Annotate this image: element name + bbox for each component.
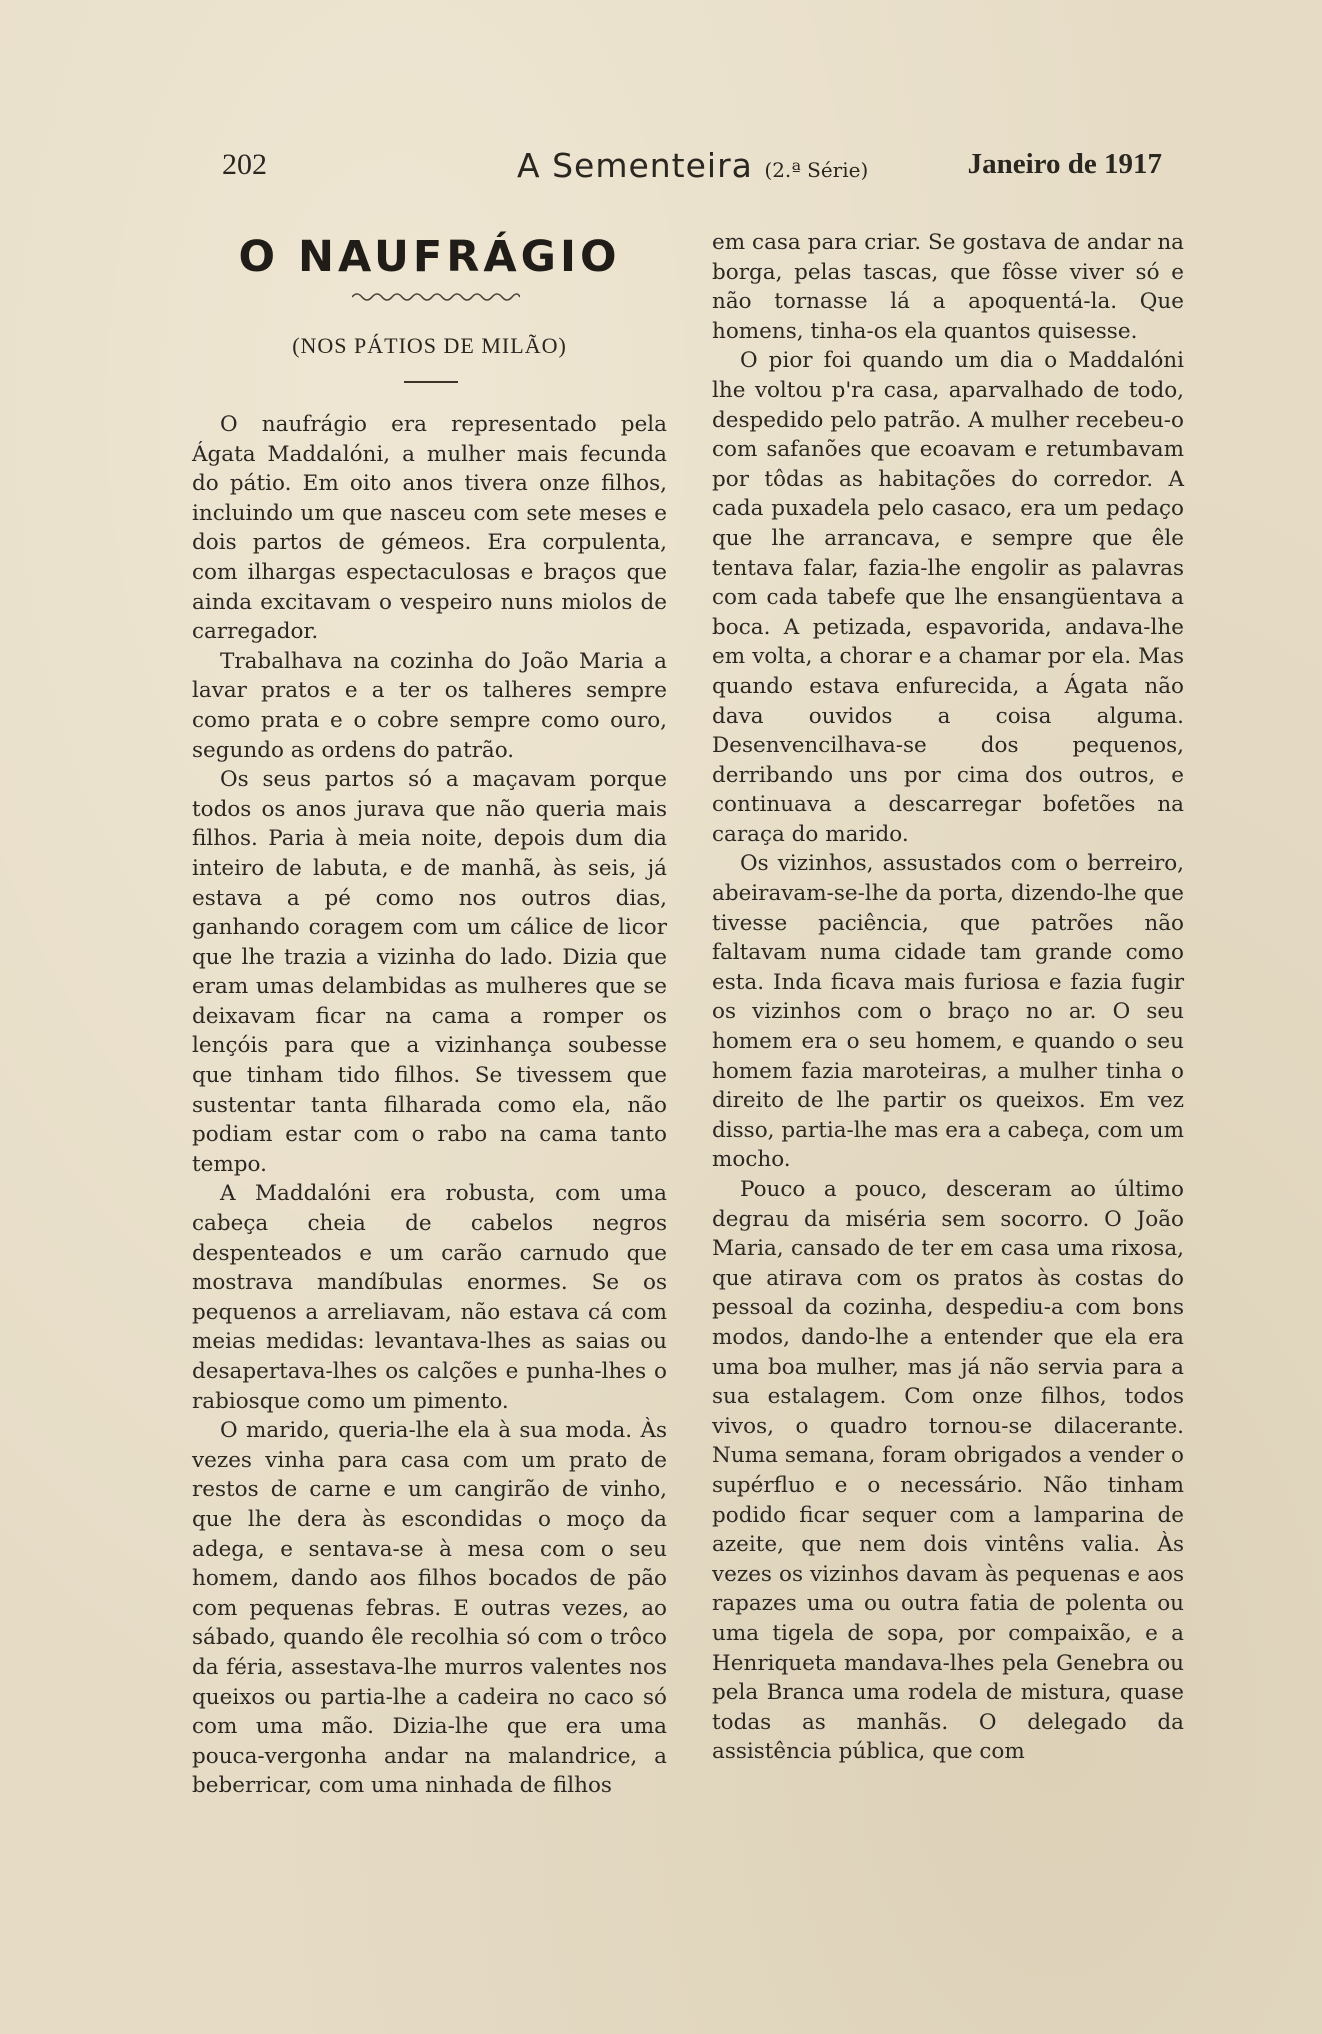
article-title: O NAUFRÁGIO [238,232,621,282]
paragraph: Os seus partos só a maçavam porque todos os anos jurava que não queria mais filhos. Paria à meia noite, depois dum dia inteiro de labuta, e de manhã, às seis, já estava a pé como nos outros dias, ganhando coragem com um cálice de licor que lhe trazia a vizinha do lado. Dizia que eram umas delambidas as mulheres que se deixavam ficar na cama a romper os lençóis para que a vizinhança soubesse que tinham tido filhos. Se tivessem que sustentar tanta filharada como ela, não podiam estar com o rabo na cama tanto tempo. [192,767,667,1177]
title-ornament [352,290,520,304]
page-number: 202 [222,148,267,181]
paragraph: O marido, queria-lhe ela à sua moda. Às vezes vinha para casa com um prato de restos de carne e um cangirão de vinho, que lhe dera às escondidas o moço da adega, e sentava-se à mesa com o seu homem, dando aos filhos bocados de pão com pequenas febras. E outras vezes, ao sábado, quando êle recolhia só com o trôco da féria, assestava-lhe murros valentes nos queixos ou partia-lhe a cadeira no caco só com uma mão. Dizia-lhe que era uma pouca-vergonha andar na malandrice, a beberricar, com uma ninhada de filhos [192,1418,667,1799]
page-header [222,148,1162,188]
paragraph-continued: em casa para criar. Se gostava de andar na borga, pelas tascas, que fôsse viver só e não tornasse lá a apoquentá-la. Que homens, tinha-os ela quantos quisesse. [712,230,1184,344]
paragraph: A Maddalóni era robusta, com uma cabeça cheia de cabelos negros despenteados e um carão carnudo que mostrava mandíbulas enormes. Se os pequenos a arreliavam, não estava cá com meias medidas: levantava-lhes as saias ou desapertava-lhes os calções e punha-lhes o rabiosque como um pimento. [192,1181,667,1414]
journal-name: A Sementeira [517,146,753,185]
journal-series: (2.ª Série) [764,158,869,182]
paragraph: Os vizinhos, assustados com o berreiro, abeiravam-se-lhe da porta, dizendo-lhe que tivesse paciência, que patrões não faltavam numa cidade tam grande como esta. Inda ficava mais furiosa e fazia fugir os vizinhos com o braço no ar. O seu homem era o seu homem, e quando o seu homem fazia maroteiras, a mulher tinha o direito de lhe partir os queixos. Em vez disso, partia-lhe mas era a cabeça, com um mocho. [712,851,1184,1173]
paragraph: O pior foi quando um dia o Maddalóni lhe voltou p'ra casa, aparvalhado de todo, despedido pelo patrão. A mulher recebeu-o com safanões que ecoavam e retumbavam por tôdas as habitações do corredor. A cada puxadela pelo casaco, era um pedaço que lhe arrancava, e sempre que êle tentava falar, fazia-lhe engolir as palavras com cada tabefe que lhe ensangüentava a boca. A petizada, espavorida, andava-lhe em volta, a chorar e a chamar por ela. Mas quando estava enfurecida, a Ágata não dava ouvidos a coisa alguma. Desenvencilhava-se dos pequenos, derribando uns por cima dos outros, e continuava a descarregar bofetões na caraça do marido. [712,348,1184,847]
right-column [712,228,1184,1767]
left-column [192,410,667,1801]
paragraph: Trabalhava na cozinha do João Maria a lavar pratos e a ter os talheres sempre como prata e o cobre sempre como ouro, segundo as ordens do patrão. [192,648,667,763]
paragraph: O naufrágio era representado pela Ágata Maddalóni, a mulher mais fecunda do pátio. Em oito anos tivera onze filhos, incluindo um que nasceu com sete meses e dois partos de gémeos. Era corpulenta, com ilhargas espectaculosas e braços que ainda excitavam o vespeiro nuns miolos de carregador. [192,412,667,645]
journal-title [517,146,868,185]
title-divider [404,381,458,383]
wavy-line [352,294,520,300]
issue-date: Janeiro de 1917 [967,148,1162,180]
article-subtitle: (NOS PÁTIOS DE MILÃO) [292,333,567,358]
paragraph: Pouco a pouco, desceram ao último degrau da miséria sem socorro. O João Maria, cansado de ter em casa uma rixosa, que atirava com os pratos às costas do pessoal da cozinha, despediu-a com bons modos, dando-lhe a entender que ela era uma boa mulher, mas já não servia para a sua estalagem. Com onze filhos, todos vivos, o quadro tornou-se dilacerante. Numa semana, foram obrigados a vender o supérfluo e o necessário. Não tinham podido ficar sequer com a lamparina de azeite, que nem dois vintêns valia. Às vezes os vizinhos davam às pequenas e aos rapazes uma ou outra fatia de polenta ou uma tigela de sopa, por compaixão, e a Henriqueta mandava-lhes pela Genebra ou pela Branca uma rodela de mistura, quase todas as manhãs. O delegado da assistência pública, que com [712,1177,1184,1765]
